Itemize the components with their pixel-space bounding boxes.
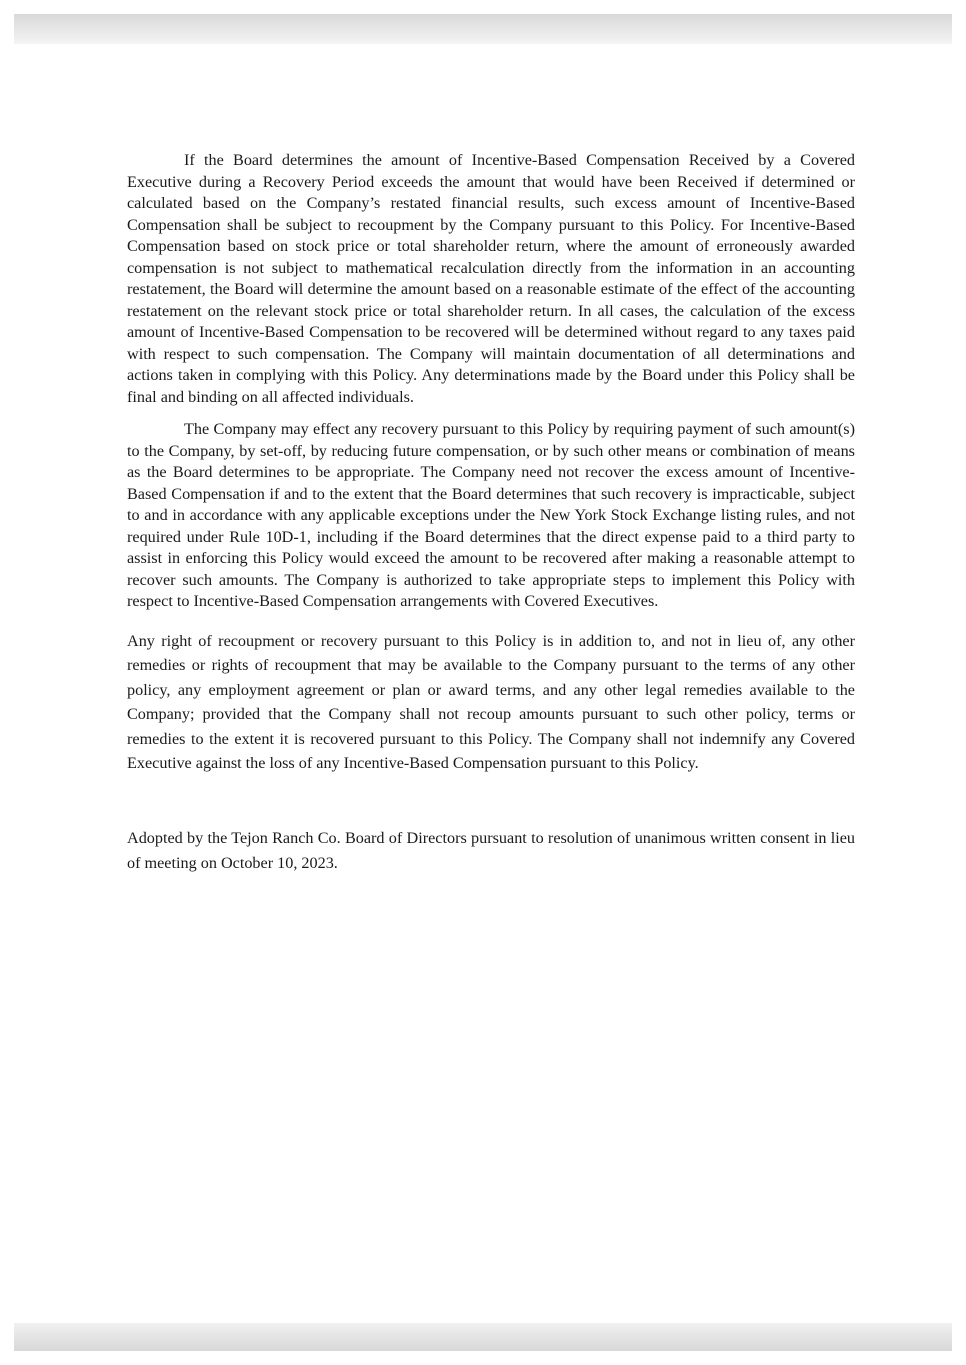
paragraph-recoupment-amount: If the Board determines the amount of Incentive-Based Compensation Received by a Covered Executive during a Recovery Period exceeds the amount that would have been Received if determined or calculated based on the Company’s restated financial results, such excess amount of Incentive-Based Compensation shall be subject to recoupment by the Company pursuant to this Policy. For Incentive-Based Compensation based on stock price or total shareholder return, where the amount of erroneously awarded compensation is not subject to mathematical recalculation directly from the information in an accounting restatement, the Board will determine the amount based on a reasonable estimate of the effect of the accounting restatement on the relevant stock price or total shareholder return. In all cases, the calculation of the excess amount of Incentive-Based Compensation to be recovered will be determined without regard to any taxes paid with respect to such compensation. The Company will maintain documentation of all determinations and actions taken in complying with this Policy. Any determinations made by the Board under this Policy shall be final and binding on all affected individuals.: [127, 151, 855, 406]
paragraph-other-remedies: Any right of recoupment or recovery pursuant to this Policy is in addition to, and not in lieu of, any other remedies or rights of recoupment that may be available to the Company pursuant to the terms of any other policy, any employment agreement or plan or award terms, and any other legal remedies available to the Company; provided that the Company shall not recoup amounts pursuant to such other policy, terms or remedies to the extent it is recovered pursuant to this Policy. The Company shall not indemnify any Covered Executive against the loss of any Incentive-Based Compensation pursuant to this Policy.: [127, 631, 855, 773]
scan-edge-top: [14, 14, 952, 44]
adoption-statement: Adopted by the Tejon Ranch Co. Board of Directors pursuant to resolution of unanimous written consent in lieu of meeting on October 10, 2023.: [127, 829, 855, 872]
scan-edge-bottom: [14, 1323, 952, 1351]
paragraph-recovery-methods: The Company may effect any recovery pursuant to this Policy by requiring payment of such amount(s) to the Company, by set-off, by reducing future compensation, or by such other means or combination of means as the Board determines to be appropriate. The Company need not recover the excess amount of Incentive-Based Compensation if and to the extent that the Board determines that such recovery is impracticable, subject to and in accordance with any applicable exceptions under the New York Stock Exchange listing rules, and not required under Rule 10D-1, including if the Board determines that the direct expense paid to a third party to assist in enforcing this Policy would exceed the amount to be recovered after making a reasonable attempt to recover such amounts. The Company is authorized to take appropriate steps to implement this Policy with respect to Incentive-Based Compensation arrangements with Covered Executives.: [127, 420, 855, 610]
document-page: [127, 150, 855, 875]
